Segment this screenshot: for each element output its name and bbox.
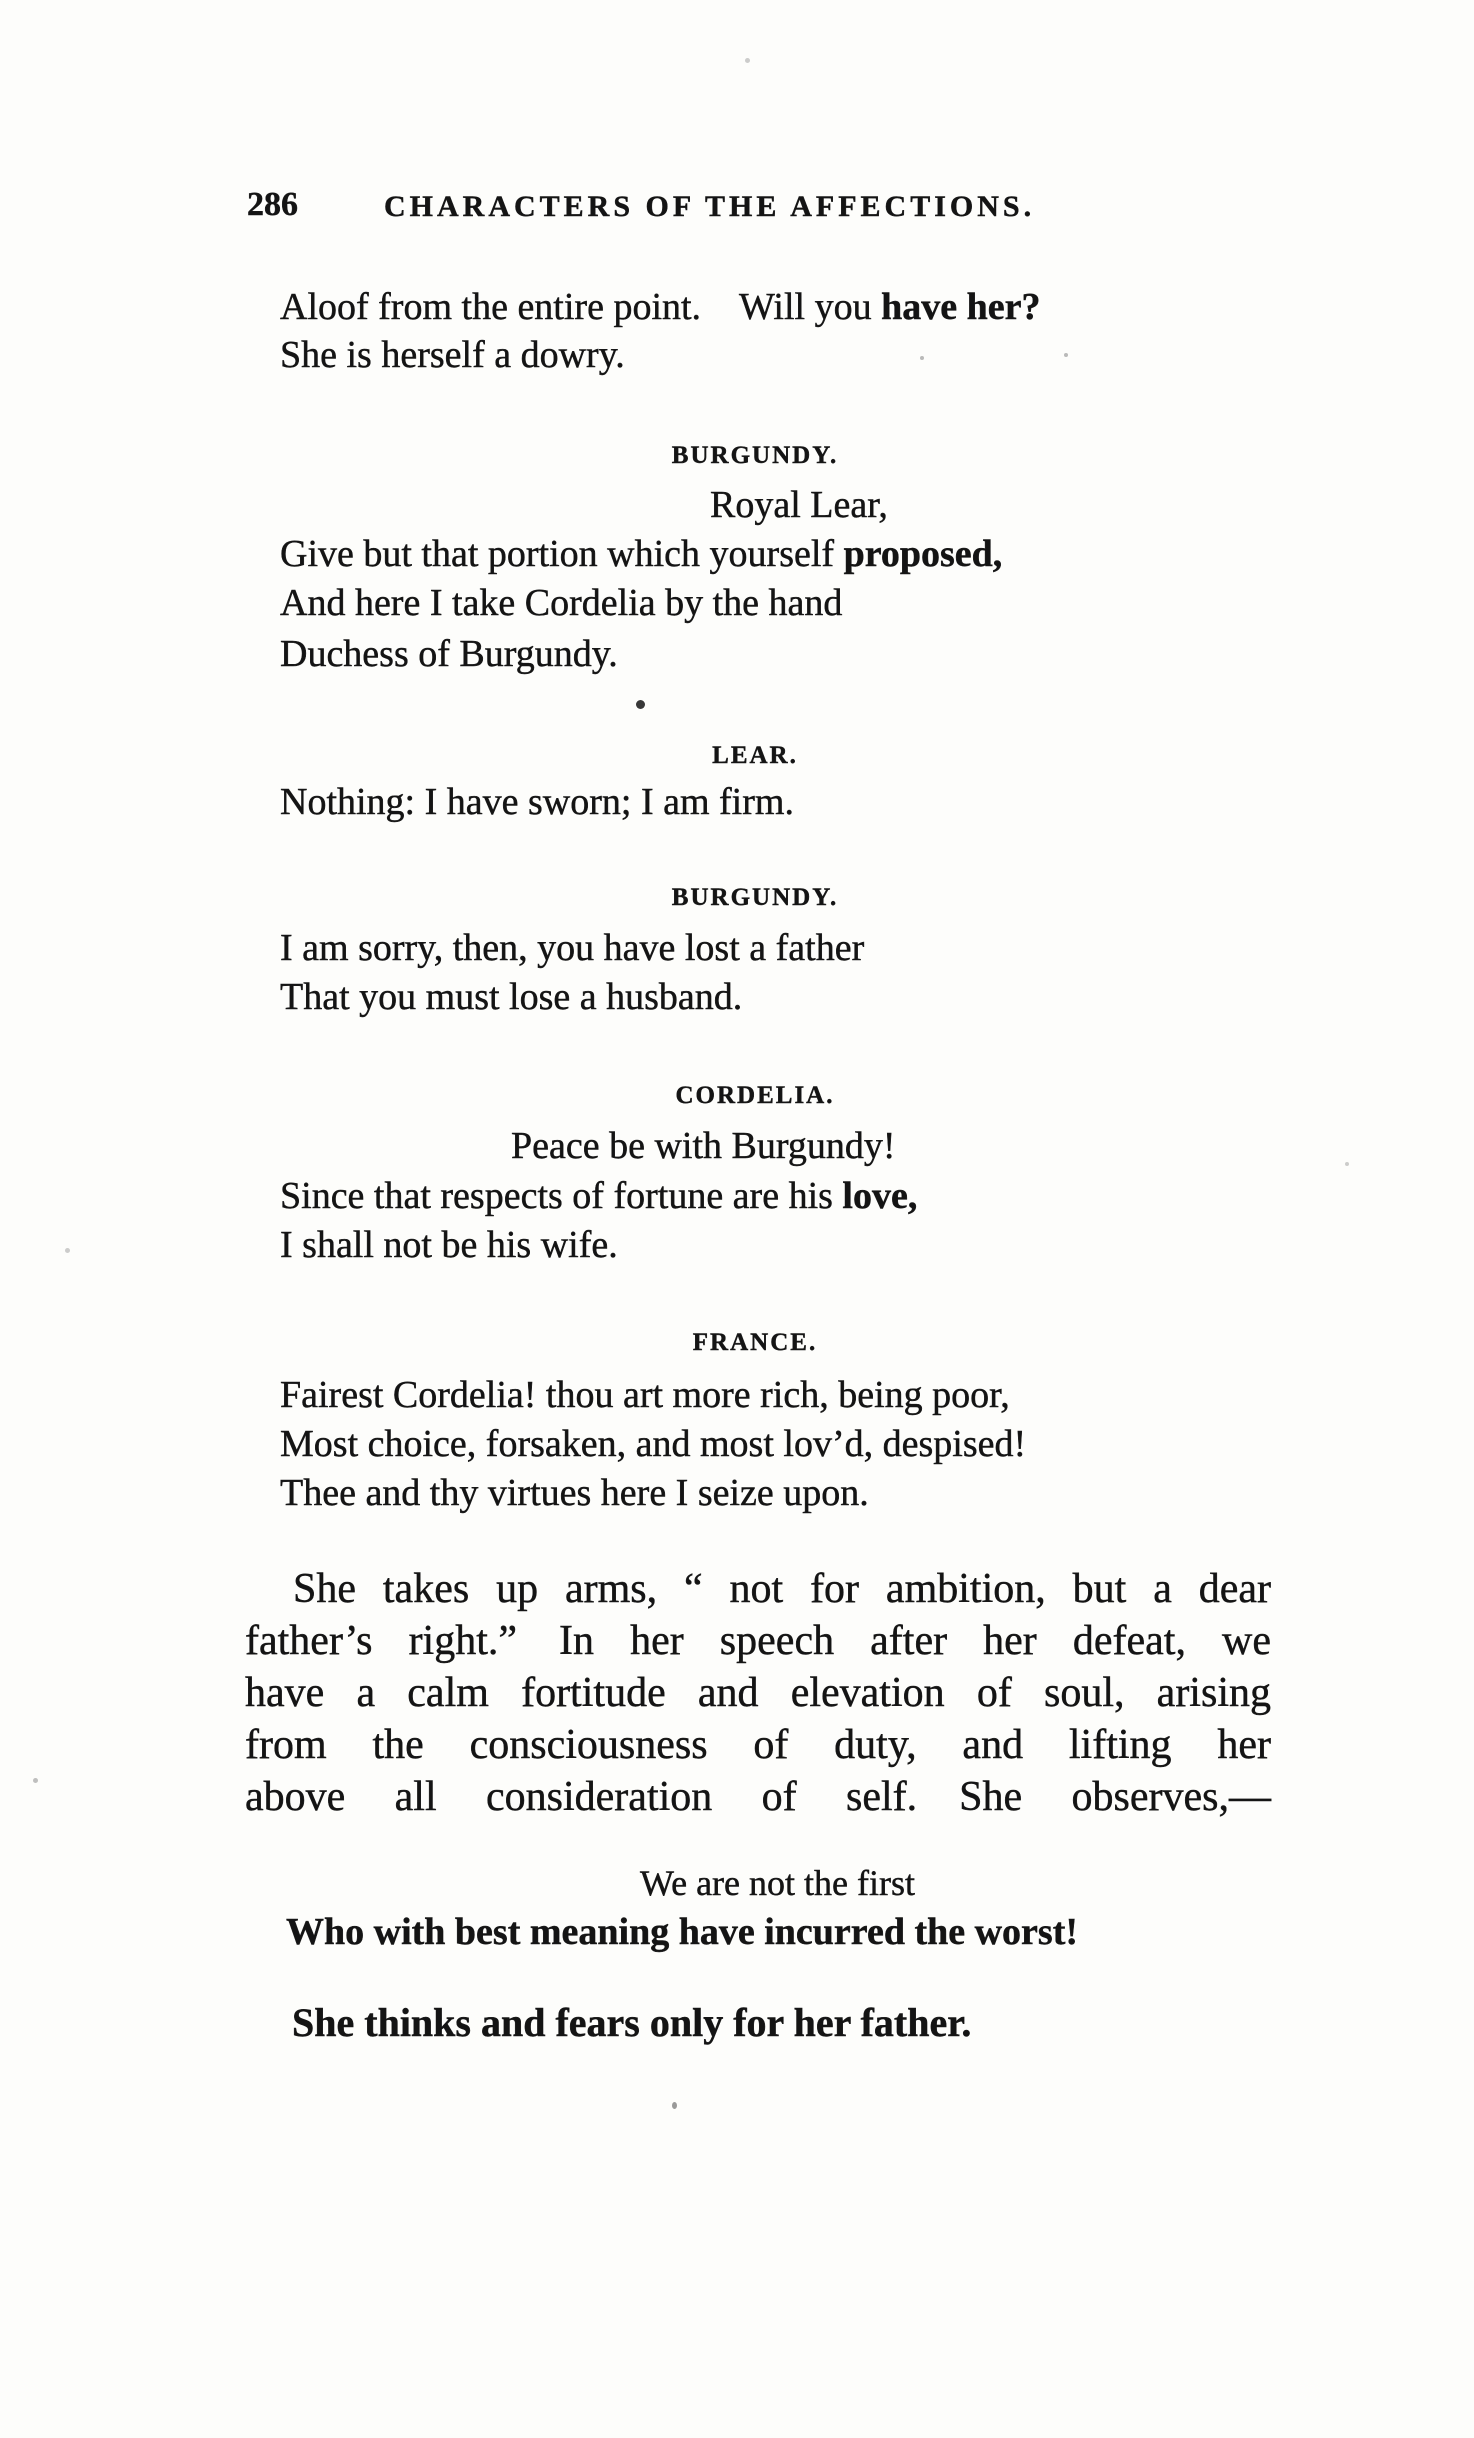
commentary-line: from the consciousness of duty, and lifting her xyxy=(245,1722,1271,1768)
verse-line-bold-text: love, xyxy=(842,1175,918,1217)
speaker-heading-burgundy: BURGUNDY. xyxy=(671,442,839,469)
verse-line-text: Aloof from the entire point. Will you xyxy=(280,286,882,328)
running-title: CHARACTERS OF THE AFFECTIONS. xyxy=(384,190,1036,223)
verse-line xyxy=(280,1177,917,1215)
verse-line: Thee and thy virtues here I seize upon. xyxy=(280,1472,869,1514)
scan-speck xyxy=(920,356,924,360)
verse-line: Royal Lear, xyxy=(710,484,888,526)
verse-line-bold-text: proposed, xyxy=(843,533,1003,575)
verse-line: Most choice, forsaken, and most lov’d, despised! xyxy=(280,1423,1027,1465)
speaker-heading-lear: LEAR. xyxy=(712,742,798,769)
quote-line: Who with best meaning have incurred the worst! xyxy=(286,1911,1079,1953)
verse-line xyxy=(280,288,1040,326)
commentary-line: father’s right.” In her speech after her defeat, we xyxy=(245,1618,1271,1664)
scan-speck xyxy=(745,58,750,63)
scan-speck xyxy=(636,700,645,709)
verse-line-bold-text: have her? xyxy=(881,286,1041,328)
verse-line-text: Give but that portion which yourself xyxy=(280,533,844,575)
verse-line: That you must lose a husband. xyxy=(280,976,743,1018)
verse-line: Peace be with Burgundy! xyxy=(511,1125,896,1167)
verse-line: Duchess of Burgundy. xyxy=(280,633,618,675)
scan-speck xyxy=(1064,353,1068,357)
verse-line: Fairest Cordelia! thou art more rich, being poor, xyxy=(280,1374,1010,1416)
scan-speck xyxy=(65,1248,70,1253)
scan-speck xyxy=(33,1778,38,1783)
verse-line: Nothing: I have sworn; I am firm. xyxy=(280,781,794,823)
commentary-line: have a calm fortitude and elevation of soul, arising xyxy=(245,1670,1271,1716)
verse-line: She is herself a dowry. xyxy=(280,334,625,376)
speaker-heading-france: FRANCE. xyxy=(692,1329,818,1356)
page-number: 286 xyxy=(247,186,298,223)
verse-line-text: Since that respects of fortune are his xyxy=(280,1175,843,1217)
quote-line: We are not the first xyxy=(640,1863,915,1903)
commentary-line: above all consideration of self. She observes,— xyxy=(245,1774,1271,1820)
closing-sentence: She thinks and fears only for her father. xyxy=(292,2000,972,2045)
commentary-line: She takes up arms, “ not for ambition, but a dear xyxy=(293,1566,1271,1612)
verse-line xyxy=(280,535,1002,573)
speaker-heading-cordelia: CORDELIA. xyxy=(675,1082,835,1109)
speaker-heading-burgundy: BURGUNDY. xyxy=(671,884,839,911)
verse-line: I am sorry, then, you have lost a father xyxy=(280,927,865,969)
scan-speck xyxy=(672,2102,677,2109)
scan-speck xyxy=(1345,1162,1349,1166)
verse-line: I shall not be his wife. xyxy=(280,1224,618,1266)
verse-line: And here I take Cordelia by the hand xyxy=(280,582,843,624)
